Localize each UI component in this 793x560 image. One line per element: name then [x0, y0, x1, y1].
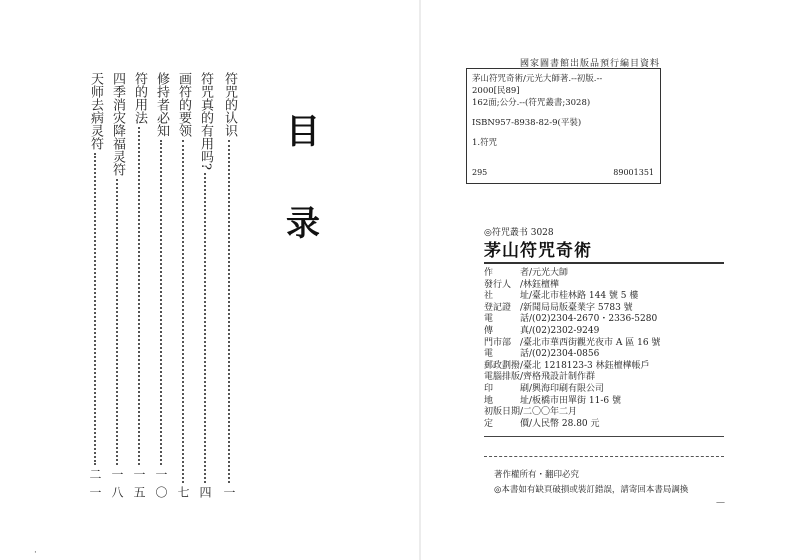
- colophon-value: /臺北 1218123-3 林鈺檀樺帳戶: [520, 360, 650, 371]
- colophon-row: [484, 326, 734, 338]
- title-rule: [484, 262, 724, 264]
- toc-entry: [222, 72, 236, 504]
- colophon-label: 郵政劃撥: [484, 360, 521, 371]
- colophon-row: [484, 407, 734, 419]
- scan-speck: —: [716, 498, 725, 508]
- colophon-value: 真/(02)2302-9249: [520, 325, 600, 336]
- toc-entry-page: 四: [198, 486, 212, 504]
- rights-block: [494, 468, 688, 498]
- toc-entry-page: 一: [222, 486, 236, 504]
- cip-box: [466, 68, 661, 184]
- cip-subject: 1.符咒: [472, 138, 498, 148]
- cip-footer: [472, 167, 654, 179]
- colophon-label: 初版日期: [484, 407, 521, 418]
- colophon-value: 刷/興海印刷有限公司: [520, 383, 605, 394]
- toc-leader-dots: [116, 179, 118, 465]
- colophon-value: 址/板橋市田單街 11-6 號: [520, 395, 621, 406]
- toc-entry-title: 符咒的认识: [222, 72, 237, 137]
- colophon-label: 傳: [484, 325, 494, 336]
- toc-entry-page: 一五: [132, 468, 146, 504]
- colophon-label: 電腦排版: [484, 372, 521, 383]
- colophon-label: 定: [484, 418, 494, 429]
- toc-entry: [198, 72, 212, 504]
- colophon-label: 電: [484, 349, 494, 360]
- toc-leader-dots: [182, 140, 184, 483]
- colophon-row: [484, 314, 734, 326]
- toc-leader-dots: [138, 127, 140, 465]
- toc-leader-dots: [228, 140, 230, 483]
- toc-heading-mu: 目: [286, 112, 320, 152]
- scan-speck: ·: [34, 548, 37, 558]
- toc-entry-title: 修持者必知: [154, 72, 169, 137]
- colophon-value: 話/(02)2304-0856: [520, 349, 600, 360]
- toc-entry-title: 符咒真的有用吗?: [198, 72, 213, 170]
- toc-leader-dots: [204, 173, 206, 483]
- cip-isbn: ISBN957-8938-82-9(平裝): [472, 118, 582, 128]
- colophon-row: [484, 303, 734, 315]
- toc-entry-page: 二一: [88, 468, 102, 504]
- toc-entry-page: 一〇: [154, 468, 168, 504]
- colophon-value: 者/元光大師: [520, 268, 569, 278]
- colophon-row: [484, 372, 734, 384]
- toc-entry-page: 七: [176, 486, 190, 504]
- colophon-row: [484, 349, 734, 361]
- colophon-label: 印: [484, 383, 494, 394]
- toc-heading-lu: 录: [286, 204, 320, 244]
- colophon-value: 址/臺北市桂林路 144 號 5 樓: [520, 291, 639, 302]
- toc-entry-title: 天师去病灵符: [88, 72, 103, 150]
- colophon-label: 發行人: [484, 279, 512, 290]
- cip-record-number: 89001351: [613, 168, 654, 177]
- colophon-value: /二〇〇年二月: [520, 407, 578, 418]
- cip-line: 2000[民89]: [472, 86, 520, 96]
- toc-entry: [110, 72, 124, 504]
- colophon-value: /新聞局局版臺業字 5783 號: [520, 302, 633, 313]
- colophon-value: 話/(02)2304-2670・2336-5280: [520, 314, 658, 325]
- replacement-notice: ◎本書如有缺頁破損或裝訂錯誤，請寄回本書局調換: [494, 485, 689, 495]
- toc-entry-page: 一八: [110, 468, 124, 504]
- toc-entry-title: 四季消灾降福灵符: [110, 72, 125, 176]
- toc-entry: [154, 72, 168, 504]
- colophon-value: /臺北市華西街觀光夜市 A 區 16 號: [520, 337, 661, 348]
- colophon-row: [484, 338, 734, 350]
- colophon-value: /齊格飛設計制作群: [520, 372, 596, 383]
- series-label: ◎符咒叢书 3028: [484, 228, 554, 238]
- colophon-label: 地: [484, 395, 494, 406]
- colophon-value: /林鈺檀樺: [520, 279, 560, 290]
- colophon-label: 登記證: [484, 302, 512, 313]
- cip-line: 茅山符咒奇術/元光大師著.--初版.--: [472, 74, 603, 84]
- colophon-value: 價/人民幣 28.80 元: [520, 418, 600, 429]
- colophon-row: [484, 419, 734, 431]
- colophon-row: [484, 384, 734, 396]
- toc-entry-title: 符的用法: [132, 72, 147, 124]
- colophon-row: [484, 361, 734, 373]
- colophon-label: 門市部: [484, 337, 512, 348]
- book-title: 茅山符咒奇術: [484, 241, 592, 261]
- cip-title: 國家圖書館出版品預行編目資料: [520, 59, 661, 69]
- colophon-row: [484, 280, 734, 292]
- colophon-row: [484, 291, 734, 303]
- rights-rule: [484, 456, 724, 457]
- toc-entry: [88, 72, 102, 504]
- toc-entry-title: 画符的要领: [176, 72, 191, 137]
- copyright-notice: 著作權所有・翻印必究: [494, 470, 580, 480]
- toc-leader-dots: [160, 140, 162, 465]
- colophon-row: [484, 396, 734, 408]
- colophon-label: 電: [484, 314, 494, 325]
- colophon-list: [484, 268, 734, 430]
- cip-class-number: 295: [472, 168, 488, 177]
- colophon-label: 作: [484, 268, 494, 278]
- colophon-row: [484, 268, 734, 280]
- toc-entry: [132, 72, 146, 504]
- colophon-rule: [484, 436, 724, 437]
- colophon-label: 社: [484, 291, 494, 302]
- toc-entry: [176, 72, 190, 504]
- toc-leader-dots: [94, 153, 96, 465]
- cip-line: 162面;公分.--(符咒叢書;3028): [472, 98, 591, 108]
